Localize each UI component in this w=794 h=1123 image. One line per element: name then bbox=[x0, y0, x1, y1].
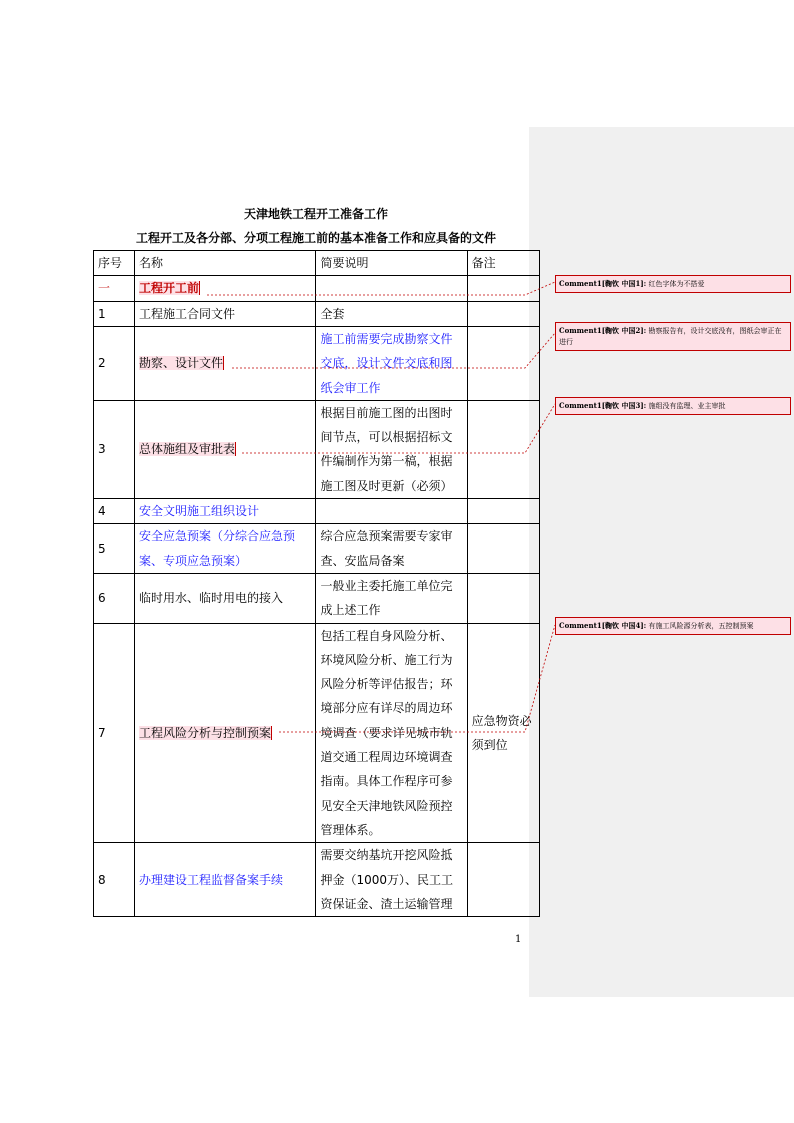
comment-balloon-4[interactable] bbox=[555, 617, 791, 635]
row-name-cell bbox=[135, 276, 316, 301]
row-name-cell bbox=[135, 623, 316, 843]
requirements-table bbox=[93, 250, 540, 917]
table-row bbox=[94, 499, 540, 524]
row-desc: 根据目前施工图的出图时间节点，可以根据招标文件编制作为第一稿，根据施工图及时更新（必须） bbox=[316, 400, 467, 498]
table-row bbox=[94, 524, 540, 574]
comment-balloon-3[interactable] bbox=[555, 397, 791, 415]
comment-margin-pane bbox=[529, 127, 794, 997]
table-row bbox=[94, 623, 540, 843]
comment-author: [鞠钦 中国4]: bbox=[601, 621, 647, 630]
row-name[interactable]: 工程开工前 bbox=[139, 281, 200, 296]
row-name: 安全文明施工组织设计 bbox=[135, 499, 316, 524]
comment-text: 勘察报告有，设计交底没有，图纸会审正在进行 bbox=[559, 327, 782, 346]
row-num: 8 bbox=[94, 843, 135, 917]
row-desc: 施工前需要完成勘察文件交底，设计文件交底和图纸会审工作 bbox=[316, 326, 467, 400]
row-desc: 综合应急预案需要专家审查、安监局备案 bbox=[316, 524, 467, 574]
document-title: 天津地铁工程开工准备工作 bbox=[243, 207, 388, 221]
row-name[interactable]: 勘察、设计文件 bbox=[139, 356, 224, 371]
header-cell-desc: 简要说明 bbox=[316, 251, 467, 276]
document-subtitle: 工程开工及各分部、分项工程施工前的基本准备工作和应具备的文件 bbox=[135, 231, 496, 245]
row-desc: 包括工程自身风险分析、环境风险分析、施工行为风险分析等评估报告；环境部分应有详尽的周边环境调查（要求详见城市轨道交通工程周边环境调查指南。具体工作程序可参见安全天津地铁风险预控管理体系。 bbox=[316, 623, 467, 843]
row-name[interactable]: 总体施组及审批表 bbox=[139, 442, 236, 457]
table-header-row bbox=[94, 251, 540, 276]
comment-balloon-2[interactable] bbox=[555, 322, 791, 351]
table-row bbox=[94, 326, 540, 400]
row-name: 安全应急预案（分综合应急预案、专项应急预案） bbox=[135, 524, 316, 574]
table-row bbox=[94, 301, 540, 326]
row-note bbox=[467, 524, 539, 574]
row-note bbox=[467, 573, 539, 623]
comment-text: 施组没有监理、业主审批 bbox=[648, 402, 726, 410]
row-note bbox=[467, 400, 539, 498]
row-num: 3 bbox=[94, 400, 135, 498]
table-row bbox=[94, 400, 540, 498]
row-desc: 一般业主委托施工单位完成上述工作 bbox=[316, 573, 467, 623]
row-name-cell bbox=[135, 400, 316, 498]
page-number: 1 bbox=[515, 934, 522, 945]
table-row bbox=[94, 843, 540, 917]
header-cell-name: 名称 bbox=[135, 251, 316, 276]
row-desc bbox=[316, 276, 467, 301]
row-note bbox=[467, 276, 539, 301]
header-cell-note: 备注 bbox=[467, 251, 539, 276]
row-num: 5 bbox=[94, 524, 135, 574]
comment-id: Comment1 bbox=[559, 326, 602, 335]
row-num: 4 bbox=[94, 499, 135, 524]
row-num: 7 bbox=[94, 623, 135, 843]
comment-id: Comment1 bbox=[559, 621, 602, 630]
row-note bbox=[467, 843, 539, 917]
row-num: 一 bbox=[94, 276, 135, 301]
comment-id: Comment1 bbox=[559, 401, 602, 410]
table-row bbox=[94, 573, 540, 623]
comment-author: [鞠钦 中国3]: bbox=[601, 401, 647, 410]
row-desc: 全套 bbox=[316, 301, 467, 326]
row-name: 临时用水、临时用电的接入 bbox=[135, 573, 316, 623]
row-name-cell bbox=[135, 326, 316, 400]
row-desc: 需要交纳基坑开挖风险抵押金（1000万）、民工工资保证金、渣土运输管理 bbox=[316, 843, 467, 917]
comment-author: [鞠钦 中国1]: bbox=[601, 279, 647, 288]
row-note: 应急物资必须到位 bbox=[467, 623, 539, 843]
comment-text: 红色字体为不搭爱 bbox=[648, 280, 705, 288]
header-cell-num: 序号 bbox=[94, 251, 135, 276]
row-num: 1 bbox=[94, 301, 135, 326]
comment-balloon-1[interactable] bbox=[555, 275, 791, 293]
row-note bbox=[467, 301, 539, 326]
comment-id: Comment1 bbox=[559, 279, 602, 288]
row-name: 办理建设工程监督备案手续 bbox=[135, 843, 316, 917]
comment-author: [鞠钦 中国2]: bbox=[601, 326, 647, 335]
row-num: 6 bbox=[94, 573, 135, 623]
table-row bbox=[94, 276, 540, 301]
row-num: 2 bbox=[94, 326, 135, 400]
row-name: 工程施工合同文件 bbox=[135, 301, 316, 326]
row-name[interactable]: 工程风险分析与控制预案 bbox=[139, 725, 272, 740]
comment-text: 有施工风险源分析表，五控制预案 bbox=[648, 622, 754, 630]
row-note bbox=[467, 326, 539, 400]
row-desc bbox=[316, 499, 467, 524]
row-note bbox=[467, 499, 539, 524]
